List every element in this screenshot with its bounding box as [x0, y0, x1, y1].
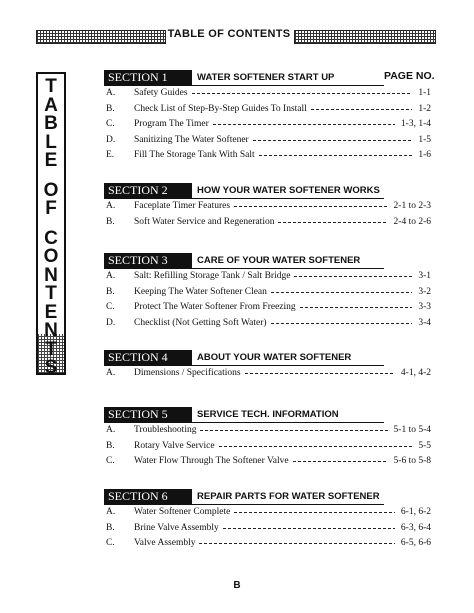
entry-title: Water Flow Through The Softener Valve [134, 456, 289, 466]
entry-page-number: 2-1 to 2-3 [393, 201, 431, 211]
section-title: ABOUT YOUR WATER SOFTENER [197, 352, 352, 363]
entry-title: Checklist (Not Getting Soft Water) [134, 317, 267, 328]
entry-page-number: 5-5 [418, 440, 431, 451]
toc-entry[interactable] [104, 102, 434, 118]
entry-page-number: 1-5 [418, 134, 431, 145]
entry-title: Check List of Step-By-Step Guides To Install [134, 103, 307, 114]
entry-title: Faceplate Timer Features [134, 201, 231, 211]
side-title-letter: N [44, 264, 58, 286]
entry-page-number: 3-1 [418, 271, 431, 281]
dot-leader [293, 461, 388, 462]
entry-letter: A. [106, 271, 116, 281]
section-heading [104, 350, 434, 366]
section-heading [104, 253, 434, 269]
dot-leader [271, 323, 412, 324]
entry-letter: B. [106, 440, 115, 451]
side-title-letter: T [45, 76, 57, 97]
entry-letter: C. [106, 538, 115, 548]
side-title-letter: T [45, 338, 57, 360]
dot-leader [234, 512, 395, 513]
dot-leader [223, 528, 395, 529]
dot-leader [219, 446, 412, 447]
toc-entry[interactable] [104, 133, 434, 149]
side-title-letter: B [44, 113, 58, 134]
page-title: TABLE OF CONTENTS [167, 28, 291, 40]
toc-entry[interactable] [104, 439, 434, 455]
entry-title: Sanitizing The Water Softener [134, 134, 249, 145]
entry-page-number: 6-1, 6-2 [400, 507, 431, 517]
dot-leader [192, 93, 412, 94]
entry-title: Safety Guides [134, 88, 188, 98]
dot-leader [259, 155, 412, 156]
dot-leader [278, 222, 388, 223]
entry-title: Dimensions / Specifications [134, 368, 241, 378]
side-title-letter: A [44, 94, 58, 116]
section-label: SECTION 2 [104, 183, 192, 198]
entry-title: Fill The Storage Tank With Salt [134, 150, 255, 160]
entry-title: Salt: Refilling Storage Tank / Salt Bridge [134, 271, 291, 281]
entry-letter: C. [106, 119, 115, 129]
entry-letter: B. [106, 286, 115, 297]
entry-letter: E. [106, 150, 115, 160]
entry-title: Brine Valve Assembly [134, 522, 219, 533]
toc-entry[interactable] [104, 215, 434, 231]
section-title: REPAIR PARTS FOR WATER SOFTENER [197, 491, 380, 502]
entry-letter: A. [106, 425, 116, 435]
section-label: SECTION 6 [104, 489, 192, 504]
entry-title: Program The Timer [134, 119, 209, 129]
side-title [36, 78, 66, 378]
entry-page-number: 4-1, 4-2 [400, 368, 431, 378]
toc-entry[interactable] [104, 423, 434, 439]
entry-letter: D. [106, 317, 116, 328]
toc-section [104, 253, 434, 331]
toc-entry[interactable] [104, 269, 434, 285]
section-label: SECTION 4 [104, 350, 192, 365]
entry-page-number: 1-6 [418, 150, 431, 160]
dot-leader [300, 307, 412, 308]
toc-entry[interactable] [104, 86, 434, 102]
entry-title: Water Softener Complete [134, 507, 231, 517]
section-label: SECTION 5 [104, 407, 192, 422]
section-label: SECTION 3 [104, 253, 192, 268]
side-title-letter: O [43, 246, 59, 267]
entry-letter: A. [106, 88, 116, 98]
entry-page-number: 1-2 [418, 103, 431, 114]
section-title: CARE OF YOUR WATER SOFTENER [197, 255, 361, 266]
entry-page-number: 6-3, 6-4 [400, 522, 431, 533]
page-number-heading: PAGE NO. [384, 70, 435, 82]
entry-title: Keeping The Water Softener Clean [134, 286, 267, 297]
toc-entry[interactable] [104, 366, 434, 382]
side-title-letter: T [45, 283, 57, 304]
entry-letter: B. [106, 216, 115, 227]
dot-leader [311, 109, 412, 110]
entry-letter: A. [106, 368, 116, 378]
section-heading [104, 489, 434, 505]
toc-section [104, 350, 434, 382]
side-title-letter: O [43, 179, 59, 201]
dot-leader [245, 373, 395, 374]
toc-section [104, 70, 434, 164]
entry-title: Troubleshooting [134, 425, 197, 435]
entry-page-number: 6-5, 6-6 [400, 538, 431, 548]
toc-section [104, 407, 434, 470]
dot-leader [271, 292, 412, 293]
side-title-letter: N [44, 320, 58, 341]
section-title: SERVICE TECH. INFORMATION [197, 409, 339, 420]
dot-leader [213, 124, 395, 125]
side-title-letter: L [45, 131, 57, 153]
dot-leader [253, 140, 412, 141]
dot-leader [200, 430, 388, 431]
entry-page-number: 3-3 [418, 302, 431, 312]
entry-letter: C. [106, 456, 115, 466]
side-title-letter: S [44, 357, 58, 378]
dot-leader [199, 543, 395, 544]
section-title: HOW YOUR WATER SOFTENER WORKS [197, 185, 380, 196]
dot-leader [294, 276, 412, 277]
entry-page-number: 5-6 to 5-8 [393, 456, 431, 466]
entry-letter: A. [106, 507, 116, 517]
entry-page-number: 5-1 to 5-4 [393, 425, 431, 435]
toc-section [104, 183, 434, 230]
entry-letter: A. [106, 201, 116, 211]
section-label: SECTION 1 [104, 70, 192, 85]
toc-entry[interactable] [104, 300, 434, 316]
side-title-letter: C [44, 227, 58, 249]
page-footer-label: B [233, 580, 241, 591]
section-title: WATER SOFTENER START UP [197, 72, 335, 83]
section-heading [104, 70, 434, 86]
entry-page-number: 1-3, 1-4 [400, 119, 431, 129]
section-heading [104, 183, 434, 199]
toc-entry[interactable] [104, 285, 434, 301]
entry-page-number: 3-4 [418, 317, 431, 328]
toc-entry[interactable] [104, 316, 434, 332]
entry-title: Protect The Water Softener From Freezing [134, 302, 296, 312]
entry-letter: B. [106, 522, 115, 533]
side-title-letter: E [44, 301, 58, 323]
toc-entry[interactable] [104, 117, 434, 133]
header-hatch-right [294, 30, 436, 44]
entry-title: Rotary Valve Service [134, 440, 215, 451]
toc-entry[interactable] [104, 521, 434, 537]
toc-entry[interactable] [104, 505, 434, 521]
side-title-letter: E [44, 150, 58, 171]
dot-leader [234, 206, 388, 207]
entry-page-number: 1-1 [418, 88, 431, 98]
entry-letter: C. [106, 302, 115, 312]
entry-page-number: 3-2 [418, 286, 431, 297]
toc-entry[interactable] [104, 454, 434, 470]
header-hatch-left [36, 30, 166, 44]
entry-title: Valve Assembly [134, 538, 196, 548]
toc-entry[interactable] [104, 536, 434, 552]
entry-page-number: 2-4 to 2-6 [393, 216, 431, 227]
toc-section [104, 489, 434, 552]
entry-letter: D. [106, 134, 116, 145]
entry-title: Soft Water Service and Regeneration [134, 216, 275, 227]
section-heading [104, 407, 434, 423]
side-title-letter: F [45, 198, 57, 219]
toc-entry[interactable] [104, 199, 434, 215]
toc-entry[interactable] [104, 148, 434, 164]
entry-letter: B. [106, 103, 115, 114]
